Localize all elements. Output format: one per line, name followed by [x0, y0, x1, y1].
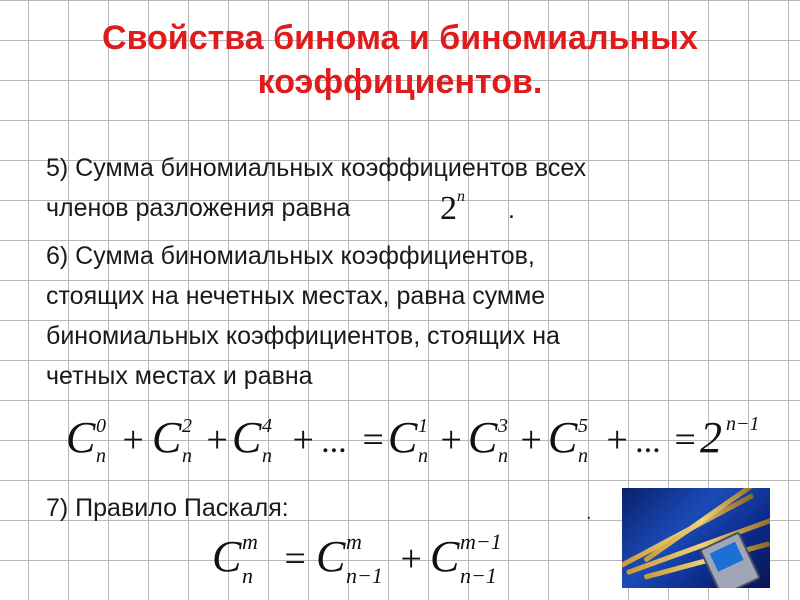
plus-4: + — [438, 419, 464, 461]
pascal-term1-sup: m — [346, 529, 362, 554]
dots-1: ... — [322, 423, 348, 460]
c-sub-5: n — [578, 445, 588, 467]
pascal-rule-formula — [212, 527, 532, 587]
stray-dot: . — [586, 502, 592, 524]
equals-1: = — [360, 419, 386, 461]
pascal-term2-sup: m−1 — [460, 529, 502, 554]
c-sub-0: n — [96, 445, 106, 467]
c-sub-3: n — [498, 445, 508, 467]
item-5-line-1: 5) Сумма биномиальных коэффициентов всех — [46, 154, 587, 182]
plus-3: + — [290, 419, 316, 461]
rhs-base: 2 — [700, 413, 722, 462]
c-sup-3: 3 — [498, 415, 508, 437]
pascal-term1-sub: n−1 — [346, 563, 383, 587]
c-sup-0: 0 — [96, 415, 106, 437]
c-term-4: C — [232, 413, 262, 462]
calculator-screen — [710, 542, 744, 572]
plus-2: + — [204, 419, 230, 461]
plus-6: + — [604, 419, 630, 461]
pascal-equals: = — [282, 538, 308, 580]
pascal-lhs-sub: n — [242, 563, 253, 587]
pascal-plus: + — [398, 538, 424, 580]
plus-1: + — [120, 419, 146, 461]
pascal-term2-sub: n−1 — [460, 563, 497, 587]
rhs-exponent: n−1 — [726, 413, 760, 435]
title-line-1: Свойства бинома и биномиальных — [102, 19, 698, 57]
c-term-2: C — [152, 413, 182, 462]
c-term-5: C — [548, 413, 578, 462]
binomial-sum-formula — [62, 408, 782, 468]
c-sup-2: 2 — [182, 415, 192, 437]
c-sup-5: 5 — [578, 415, 588, 437]
c-sup-1: 1 — [418, 415, 428, 437]
pascal-c-2: C — [430, 532, 460, 581]
item-5-line-2: членов разложения равна — [46, 194, 351, 222]
c-sub-2: n — [182, 445, 192, 467]
slide-title — [0, 16, 800, 104]
title-line-2: коэффициентов. — [257, 63, 543, 101]
c-sub-1: n — [418, 445, 428, 467]
plus-5: + — [518, 419, 544, 461]
c-sup-4: 4 — [262, 415, 272, 437]
c-term-3: C — [468, 413, 498, 462]
item-5-period: . — [508, 196, 515, 224]
power-exponent: n — [457, 187, 465, 205]
item-6 — [46, 236, 766, 396]
power-2-n — [440, 187, 465, 228]
c-term-0: C — [66, 413, 96, 462]
item-6-line-2: стоящих на нечетных местах, равна сумме — [46, 282, 546, 310]
item-5 — [46, 148, 766, 228]
item-6-line-4: четных местах и равна — [46, 362, 313, 390]
pascal-lhs-sup: m — [242, 529, 258, 554]
item-7-label: 7) Правило Паскаля: — [46, 494, 289, 522]
c-sub-4: n — [262, 445, 272, 467]
item-6-line-3: биномиальных коэффициентов, стоящих на — [46, 322, 560, 350]
dots-2: ... — [636, 423, 662, 460]
c-term-1: C — [388, 413, 418, 462]
decorative-pens-image — [622, 488, 770, 588]
pascal-c-1: C — [316, 532, 346, 581]
equals-2: = — [672, 419, 698, 461]
item-6-line-1: 6) Сумма биномиальных коэффициентов, — [46, 242, 535, 270]
pascal-c-lhs: C — [212, 532, 242, 581]
power-base: 2 — [440, 190, 457, 227]
